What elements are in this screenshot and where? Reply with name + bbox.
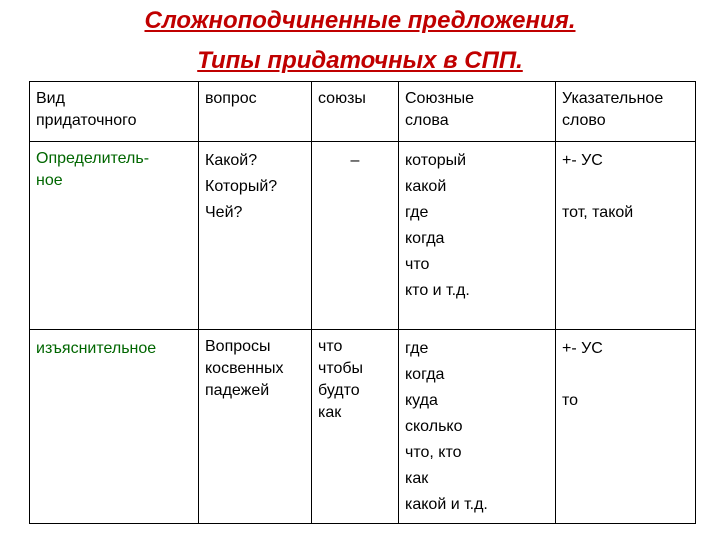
header-clause-type: Вид придаточного (30, 82, 199, 142)
cell-questions: Вопросы косвенных падежей (199, 330, 312, 524)
clause-types-table (29, 81, 696, 524)
table-row (30, 142, 696, 330)
table-header-row (30, 82, 696, 142)
cell-conjunctions: – (312, 142, 399, 330)
cell-conjunctive-words: где когда куда сколько что, кто как какой и т.д. (399, 330, 556, 524)
slide-title-line-2: Типы придаточных в СПП. (197, 47, 523, 74)
header-demonstrative-word: Указательное слово (556, 82, 696, 142)
slide-title-line-1: Сложноподчиненные предложения. (144, 7, 576, 34)
cell-clause-type: изъяснительное (30, 330, 199, 524)
cell-conjunctions: что чтобы будто как (312, 330, 399, 524)
cell-clause-type: Определитель- ное (30, 142, 199, 330)
header-conjunctive-words: Союзные слова (399, 82, 556, 142)
cell-demonstrative-word: +- УС тот, такой (556, 142, 696, 330)
cell-demonstrative-word: +- УС то (556, 330, 696, 524)
table-row (30, 330, 696, 524)
cell-conjunctive-words: который какой где когда что кто и т.д. (399, 142, 556, 330)
header-conjunctions: союзы (312, 82, 399, 142)
header-question: вопрос (199, 82, 312, 142)
cell-questions: Какой? Который? Чей? (199, 142, 312, 330)
